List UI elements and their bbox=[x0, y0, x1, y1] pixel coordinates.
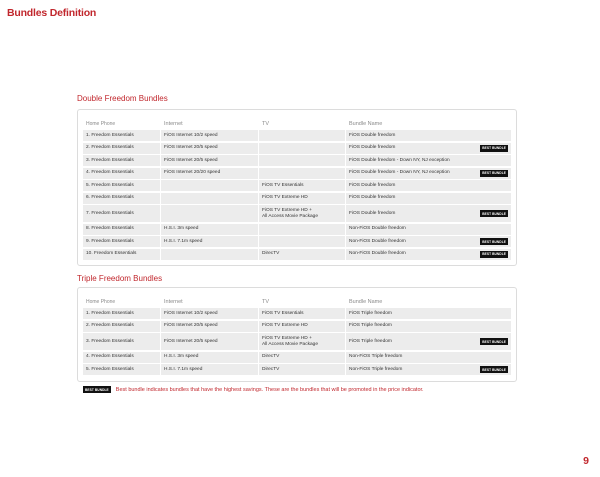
column-header-bundle-name: Bundle Name bbox=[349, 299, 383, 305]
table-row bbox=[83, 333, 511, 350]
tv-cell bbox=[259, 143, 346, 154]
triple-bundles-table bbox=[77, 287, 517, 382]
table-row bbox=[83, 155, 511, 166]
tv-cell-text bbox=[262, 311, 304, 317]
table-row bbox=[83, 352, 511, 363]
home-phone-cell: 3. Freedom Essentials bbox=[83, 155, 161, 166]
double-section-title: Double Freedom Bundles bbox=[77, 94, 168, 103]
internet-cell: H.S.I. 7.1m speed bbox=[161, 236, 259, 247]
tv-cell-text bbox=[262, 323, 308, 329]
tv-line: FiOS TV Essentials bbox=[262, 310, 304, 316]
internet-cell: FiOS Internet 10/2 speed bbox=[161, 130, 259, 141]
table-row bbox=[83, 130, 511, 141]
best-bundle-badge: BEST BUNDLE bbox=[482, 146, 506, 150]
table-row bbox=[83, 308, 511, 319]
bundle-name-cell bbox=[346, 333, 511, 350]
table-header bbox=[83, 292, 511, 305]
internet-cell: FiOS Internet 20/5 speed bbox=[161, 321, 259, 332]
tv-cell bbox=[259, 364, 346, 375]
tv-cell bbox=[259, 168, 346, 179]
internet-cell: FiOS Internet 20/5 speed bbox=[161, 333, 259, 350]
bundle-name-cell bbox=[346, 155, 511, 166]
table-row bbox=[83, 224, 511, 235]
home-phone-cell: 6. Freedom Essentials bbox=[83, 193, 161, 204]
column-header-bundle-name: Bundle Name bbox=[349, 121, 383, 127]
best-bundle-badge: BEST BUNDLE bbox=[482, 211, 506, 216]
page-number: 9 bbox=[583, 455, 589, 467]
bundle-name: Non-FiOS Triple freedom bbox=[349, 354, 403, 359]
tv-line: FiOS TV Extreme HD bbox=[262, 195, 308, 200]
tv-cell bbox=[259, 333, 346, 350]
internet-cell bbox=[161, 205, 259, 222]
bundle-name-cell bbox=[346, 364, 511, 375]
tv-line: All Access Movie Package bbox=[262, 341, 318, 347]
column-header-internet: Internet bbox=[164, 299, 183, 305]
tv-cell bbox=[259, 193, 346, 204]
table-row bbox=[83, 180, 511, 191]
bundle-name: FiOS Double freedom bbox=[349, 210, 396, 216]
tv-cell-text bbox=[262, 354, 279, 360]
legend-text: Best bundle indicates bundles that have the highest savings. These are the bundles that will be promoted in the price indicator. bbox=[115, 386, 424, 393]
tv-cell bbox=[259, 321, 346, 332]
tv-line: DirecTV bbox=[262, 366, 280, 372]
bundle-name-cell bbox=[346, 180, 511, 191]
tv-line: All Access Movie Package bbox=[262, 213, 318, 219]
best-bundle-badge: BEST BUNDLE bbox=[482, 367, 506, 372]
table-row bbox=[83, 236, 511, 247]
tv-line: FiOS TV Extreme HD + bbox=[262, 335, 312, 341]
home-phone-cell: 3. Freedom Essentials bbox=[83, 333, 161, 350]
bundle-name: FiOS Double freedom bbox=[349, 132, 396, 138]
table-row bbox=[83, 364, 511, 375]
home-phone-cell: 10. Freedom Essentials bbox=[83, 249, 161, 260]
table-row bbox=[83, 143, 511, 154]
tv-cell-text bbox=[262, 367, 279, 373]
tv-line: FiOS TV Extreme HD bbox=[262, 323, 308, 328]
bundle-name-cell bbox=[346, 321, 511, 332]
table-row bbox=[83, 249, 511, 260]
column-header-home-phone: Home Phone bbox=[86, 121, 116, 127]
tv-cell-text bbox=[262, 183, 304, 189]
tv-cell bbox=[259, 180, 346, 191]
tv-cell-text bbox=[262, 336, 318, 348]
home-phone-cell: 2. Freedom Essentials bbox=[83, 143, 161, 154]
home-phone-cell: 7. Freedom Essentials bbox=[83, 205, 161, 222]
column-header-home-phone: Home Phone bbox=[86, 299, 116, 305]
internet-cell: H.S.I. 7.1m speed bbox=[161, 364, 259, 375]
internet-cell: FiOS Internet 20/20 speed bbox=[161, 168, 259, 179]
tv-line: FiOS TV Essentials bbox=[262, 182, 304, 188]
column-header-internet: Internet bbox=[164, 121, 183, 127]
bundle-name: FiOS Double freedom bbox=[349, 145, 396, 150]
bundle-name-cell bbox=[346, 143, 511, 154]
internet-cell: FiOS Internet 20/5 speed bbox=[161, 155, 259, 166]
tv-cell bbox=[259, 249, 346, 260]
internet-cell bbox=[161, 180, 259, 191]
bundle-name-cell bbox=[346, 236, 511, 247]
tv-cell bbox=[259, 308, 346, 319]
internet-cell: H.S.I. 3m speed bbox=[161, 224, 259, 235]
bundle-name: FiOS Double freedom - Down NY, NJ exception bbox=[349, 170, 450, 175]
bundle-name-cell bbox=[346, 224, 511, 235]
tv-cell-text bbox=[262, 195, 308, 201]
home-phone-cell: 8. Freedom Essentials bbox=[83, 224, 161, 235]
internet-cell: H.S.I. 3m speed bbox=[161, 352, 259, 363]
best-bundle-legend bbox=[83, 386, 424, 393]
home-phone-cell: 5. Freedom Essentials bbox=[83, 180, 161, 191]
best-bundle-badge: BEST BUNDLE bbox=[482, 239, 506, 244]
bundle-name: Non-FiOS Double freedom bbox=[349, 251, 406, 256]
tv-cell-text bbox=[262, 208, 318, 220]
home-phone-cell: 2. Freedom Essentials bbox=[83, 321, 161, 332]
bundle-name-cell bbox=[346, 193, 511, 204]
home-phone-cell: 4. Freedom Essentials bbox=[83, 168, 161, 179]
tv-line: FiOS TV Extreme HD + bbox=[262, 207, 312, 213]
bundle-name: FiOS Double freedom bbox=[349, 182, 396, 188]
column-header-tv: TV bbox=[262, 299, 270, 305]
table-row bbox=[83, 193, 511, 204]
home-phone-cell: 5. Freedom Essentials bbox=[83, 364, 161, 375]
tv-cell-text bbox=[262, 251, 279, 257]
tv-line: DirecTV bbox=[262, 354, 280, 359]
table-row bbox=[83, 321, 511, 332]
internet-cell bbox=[161, 193, 259, 204]
table-row bbox=[83, 168, 511, 179]
table-header bbox=[83, 114, 511, 127]
double-bundles-table bbox=[77, 109, 517, 266]
home-phone-cell: 1. Freedom Essentials bbox=[83, 308, 161, 319]
table-row bbox=[83, 205, 511, 222]
bundle-name-cell bbox=[346, 205, 511, 222]
tv-line: DirecTV bbox=[262, 251, 280, 256]
tv-cell bbox=[259, 224, 346, 235]
home-phone-cell: 9. Freedom Essentials bbox=[83, 236, 161, 247]
best-bundle-badge: BEST BUNDLE bbox=[85, 387, 109, 392]
best-bundle-badge: BEST BUNDLE bbox=[482, 252, 506, 256]
bundle-name: Non-FiOS Double freedom bbox=[349, 226, 406, 231]
bundle-name: FiOS Triple freedom bbox=[349, 310, 392, 316]
bundle-name: FiOS Triple freedom bbox=[349, 338, 392, 344]
bundle-name-cell bbox=[346, 249, 511, 260]
bundle-name: FiOS Double freedom - Down NY, NJ exception bbox=[349, 157, 450, 163]
best-bundle-badge: BEST BUNDLE bbox=[482, 171, 506, 175]
tv-cell bbox=[259, 205, 346, 222]
page-title: Bundles Definition bbox=[7, 7, 97, 19]
bundle-name: FiOS Double freedom bbox=[349, 195, 396, 200]
internet-cell: FiOS Internet 10/2 speed bbox=[161, 308, 259, 319]
column-header-tv: TV bbox=[262, 121, 270, 127]
table-body bbox=[83, 130, 511, 260]
tv-cell bbox=[259, 352, 346, 363]
internet-cell: FiOS Internet 20/5 speed bbox=[161, 143, 259, 154]
bundle-name: Non-FiOS Double freedom bbox=[349, 238, 406, 244]
bundle-name-cell bbox=[346, 308, 511, 319]
bundle-name: Non-FiOS Triple freedom bbox=[349, 366, 403, 372]
home-phone-cell: 4. Freedom Essentials bbox=[83, 352, 161, 363]
bundle-name-cell bbox=[346, 168, 511, 179]
tv-cell bbox=[259, 236, 346, 247]
table-body bbox=[83, 308, 511, 375]
home-phone-cell: 1. Freedom Essentials bbox=[83, 130, 161, 141]
triple-section-title: Triple Freedom Bundles bbox=[77, 274, 163, 283]
best-bundle-badge: BEST BUNDLE bbox=[482, 339, 506, 344]
bundle-name-cell bbox=[346, 352, 511, 363]
bundle-name-cell bbox=[346, 130, 511, 141]
internet-cell bbox=[161, 249, 259, 260]
tv-cell bbox=[259, 155, 346, 166]
tv-cell bbox=[259, 130, 346, 141]
bundle-name: FiOS Triple freedom bbox=[349, 323, 392, 328]
